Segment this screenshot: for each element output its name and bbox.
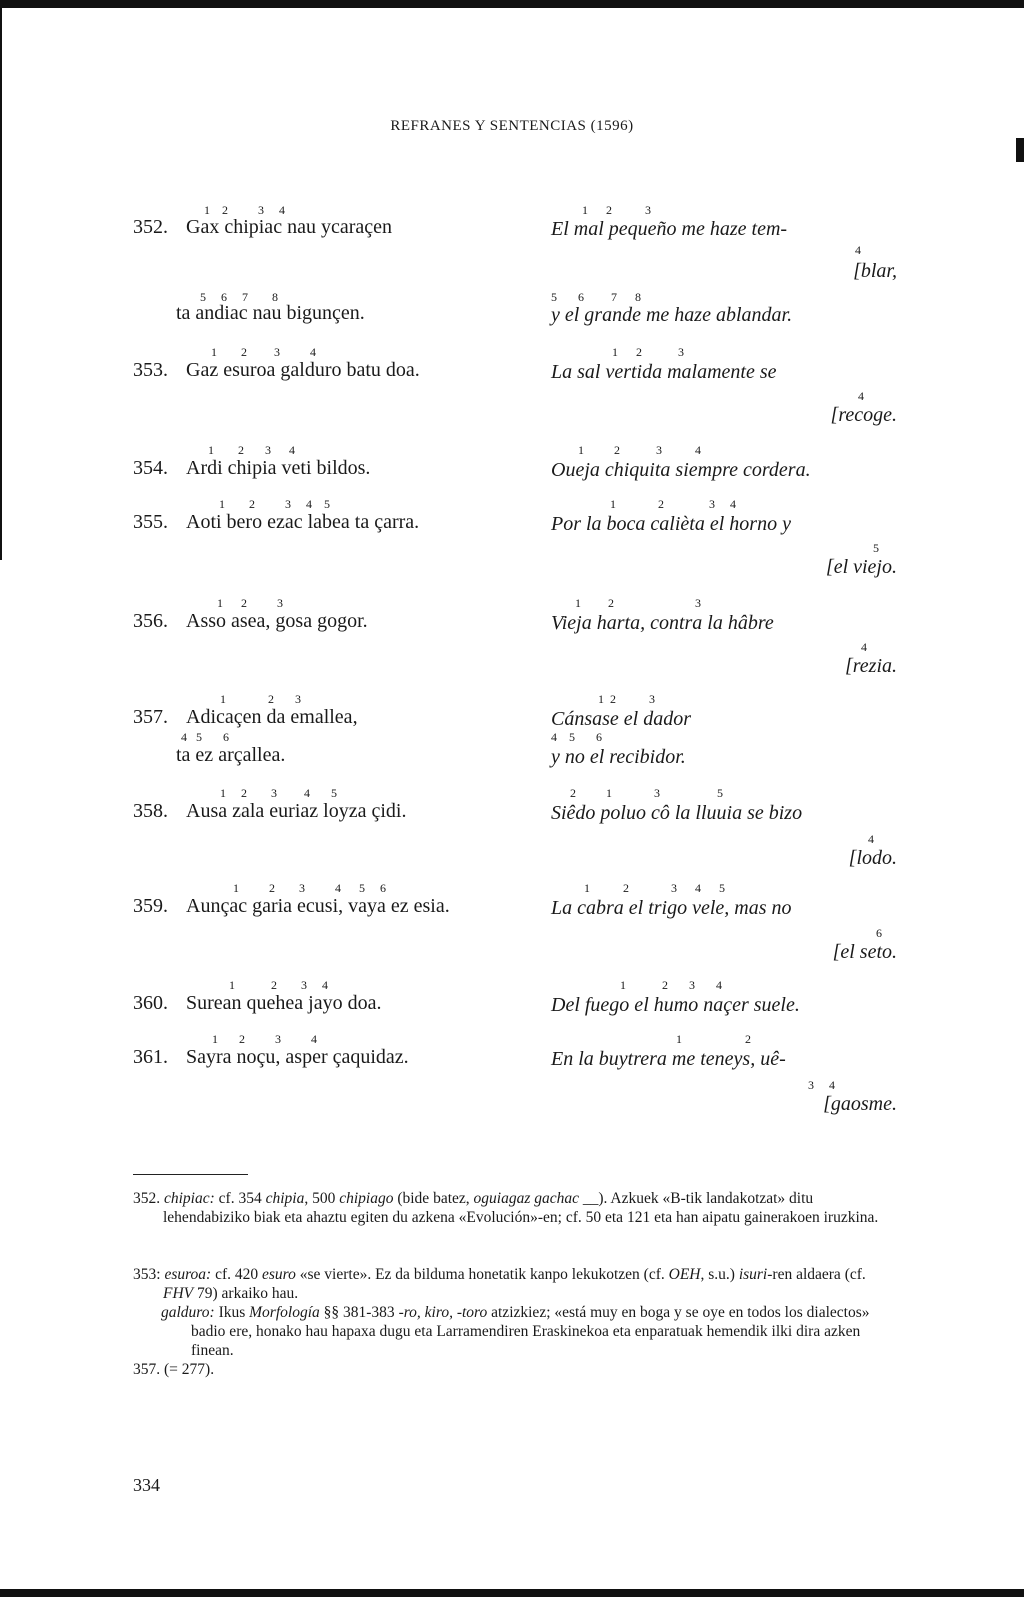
- entry-number: 356.: [133, 610, 168, 632]
- spanish-proverb: Cánsase el dador: [551, 708, 691, 730]
- spanish-word-numbers: 4: [868, 832, 874, 846]
- spanish-word-numbers: 1 2 3: [582, 203, 651, 217]
- footnote-rule: [133, 1174, 248, 1175]
- basque-word-numbers: 5 6 7 8: [200, 290, 278, 304]
- spanish-word-numbers: 1 2 3 4: [578, 443, 701, 457]
- footnote-text: , s.u.): [700, 1266, 739, 1283]
- spanish-word-numbers: 4: [855, 243, 861, 257]
- spanish-proverb: Por la boca calièta el horno y: [551, 513, 791, 535]
- spanish-proverb-line2: y no el recibidor.: [551, 746, 686, 768]
- entry-number: 355.: [133, 511, 168, 533]
- footnote-357: 357. (= 277).: [133, 1361, 215, 1378]
- spanish-proverb: En la buytrera me teneys, uê-: [551, 1048, 786, 1070]
- footnote-lemma: esuroa:: [164, 1266, 212, 1283]
- entry-number: 358.: [133, 800, 168, 822]
- footnote-text: cf. 354: [214, 1190, 266, 1207]
- footnote-text: Ikus: [214, 1304, 250, 1321]
- entry-number: 361.: [133, 1046, 168, 1068]
- entry-number: 357.: [133, 706, 168, 728]
- spanish-word-numbers: 5 6 7 8: [551, 290, 641, 304]
- basque-proverb: Gax chipiac nau ycaraçen: [186, 216, 392, 238]
- footnote-italic: esuro: [262, 1266, 296, 1283]
- spanish-word-numbers: 1 2 3 4: [620, 978, 722, 992]
- basque-word-numbers: 1 2 3 4: [211, 345, 316, 359]
- spanish-word-numbers: 1 2 3: [612, 345, 684, 359]
- spanish-proverb-continuation: [gaosme.: [823, 1093, 897, 1115]
- footnote-lemma: galduro:: [161, 1304, 215, 1321]
- basque-proverb: Ausa zala euriaz loyza çidi.: [186, 800, 407, 822]
- spanish-proverb-continuation: [el viejo.: [825, 556, 897, 578]
- entry-number: 360.: [133, 992, 168, 1014]
- basque-word-numbers: 1 2 3 4: [208, 443, 295, 457]
- footnote-italic: Morfología: [249, 1304, 320, 1321]
- spanish-word-numbers: 4: [858, 389, 864, 403]
- spanish-word-numbers: 4 5 6: [551, 730, 602, 744]
- spanish-word-numbers: 4: [861, 640, 867, 654]
- spanish-proverb: La sal vertida malamente se: [551, 361, 777, 383]
- spanish-proverb: Siêdo poluo cô la lluuia se bizo: [551, 802, 803, 824]
- entry-number: 352.: [133, 216, 168, 238]
- spanish-proverb-continuation: [rezia.: [844, 655, 897, 677]
- spanish-word-numbers: 6: [876, 926, 882, 940]
- spanish-word-numbers: 1 2 3 4 5: [584, 881, 725, 895]
- basque-proverb: Aunçac garia ecusi, vaya ez esia.: [186, 895, 450, 917]
- running-head: REFRANES Y SENTENCIAS (1596): [390, 118, 634, 134]
- entry-number: 354.: [133, 457, 168, 479]
- footnote-italic: oguiagaz gachac: [473, 1190, 579, 1207]
- footnote-italic: -ro, kiro, -toro: [398, 1304, 488, 1321]
- spanish-proverb-continuation: [lodo.: [848, 847, 897, 869]
- spanish-word-numbers: 3 4: [808, 1078, 835, 1092]
- page-number: 334: [133, 1475, 160, 1495]
- footnote-353: [133, 1265, 893, 1379]
- basque-word-numbers: 1 2 3 4 5: [220, 786, 337, 800]
- spanish-word-numbers: 1 2 3: [598, 692, 655, 706]
- entry-number: 359.: [133, 895, 168, 917]
- spanish-word-numbers: 1 2 3: [575, 596, 701, 610]
- basque-proverb-line2: ta andiac nau bigunçen.: [176, 302, 365, 324]
- basque-proverb-line2: ta ez arçallea.: [176, 744, 286, 766]
- basque-word-numbers: 4 5 6: [181, 730, 229, 744]
- spanish-proverb: El mal pequeño me haze tem-: [551, 218, 788, 240]
- footnote-text: cf. 420: [211, 1266, 263, 1283]
- spanish-proverb: Vieja harta, contra la hâbre: [551, 612, 774, 634]
- footnote-text: (bide batez,: [393, 1190, 474, 1207]
- footnote-text: atzizkiez; «está muy en boga y se oye en todos los dialectos» badio ere, honako hau hapaxa dugu eta Larramendiren Eraskinekoa eta enparatuak hemendik ilki dira azken finean.: [191, 1304, 870, 1359]
- spanish-proverb-continuation: [recoge.: [830, 404, 897, 426]
- basque-proverb: Aoti bero ezac labea ta çarra.: [186, 511, 420, 533]
- spanish-word-numbers: 1 2: [676, 1032, 751, 1046]
- scan-border-bottom: [0, 1589, 1024, 1597]
- basque-proverb: Surean quehea jayo doa.: [186, 992, 382, 1014]
- footnote-352: [133, 1189, 893, 1227]
- spanish-proverb-continuation: [el seto.: [832, 941, 897, 963]
- basque-proverb: Gaz esuroa galduro batu doa.: [186, 359, 420, 381]
- spanish-proverb: La cabra el trigo vele, mas no: [551, 897, 792, 919]
- spanish-proverb-line2: y el grande me haze ablandar.: [551, 304, 793, 326]
- basque-word-numbers: 1 2 3: [217, 596, 283, 610]
- footnote-italic: FHV: [163, 1285, 194, 1302]
- spanish-proverb: Oueja chiquita siempre cordera.: [551, 459, 811, 481]
- spanish-proverb-continuation: [blar,: [853, 260, 897, 282]
- basque-proverb: Sayra noçu, asper çaquidaz.: [186, 1046, 409, 1068]
- footnote-italic: OEH: [668, 1266, 701, 1283]
- scan-edge-mark: [1016, 138, 1024, 162]
- basque-word-numbers: 1 2 3 4: [212, 1032, 317, 1046]
- entry-number: 353.: [133, 359, 168, 381]
- basque-word-numbers: 1 2 3 4: [229, 978, 328, 992]
- basque-word-numbers: 1 2 3 4 5 6: [233, 881, 386, 895]
- basque-proverb: Ardi chipia veti bildos.: [186, 457, 371, 479]
- footnote-ref: 353:: [133, 1266, 161, 1283]
- scan-border-top: [0, 0, 1024, 8]
- basque-proverb: Adicaçen da emallea,: [186, 706, 358, 728]
- spanish-proverb: Del fuego el humo naçer suele.: [551, 994, 800, 1016]
- footnote-text: __). Azkuek «B-tik landakotzat» ditu lehendabiziko biak eta ahaztu egiten du azkena «Evolución»-en; cf. 50 eta 121 eta han aipatu gainerakoen iruzkina.: [163, 1190, 879, 1226]
- footnote-text: -ren aldaera (cf.: [767, 1266, 866, 1283]
- footnote-lemma: chipiac:: [164, 1190, 215, 1207]
- spanish-word-numbers: 5: [873, 541, 879, 555]
- spanish-word-numbers: 2 1 3 5: [570, 786, 723, 800]
- basque-word-numbers: 1 2 3 4 5: [219, 497, 330, 511]
- footnote-italic: chipia: [265, 1190, 305, 1207]
- footnote-ref: 352.: [133, 1190, 161, 1207]
- footnote-text: §§ 381-383: [319, 1304, 399, 1321]
- footnote-text: «se vierte». Ez da bilduma honetatik kanpo lekukotzen (cf.: [295, 1266, 669, 1283]
- footnote-italic: isuri: [738, 1266, 768, 1283]
- scan-border-left: [0, 0, 2, 560]
- footnote-text: 79) arkaiko hau.: [193, 1285, 299, 1302]
- footnote-text: , 500: [304, 1190, 340, 1207]
- basque-word-numbers: 1 2 3 4: [204, 203, 285, 217]
- basque-proverb: Asso asea, gosa gogor.: [186, 610, 368, 632]
- spanish-word-numbers: 1 2 3 4: [610, 497, 736, 511]
- footnote-italic: chipiago: [339, 1190, 394, 1207]
- basque-word-numbers: 1 2 3: [220, 692, 301, 706]
